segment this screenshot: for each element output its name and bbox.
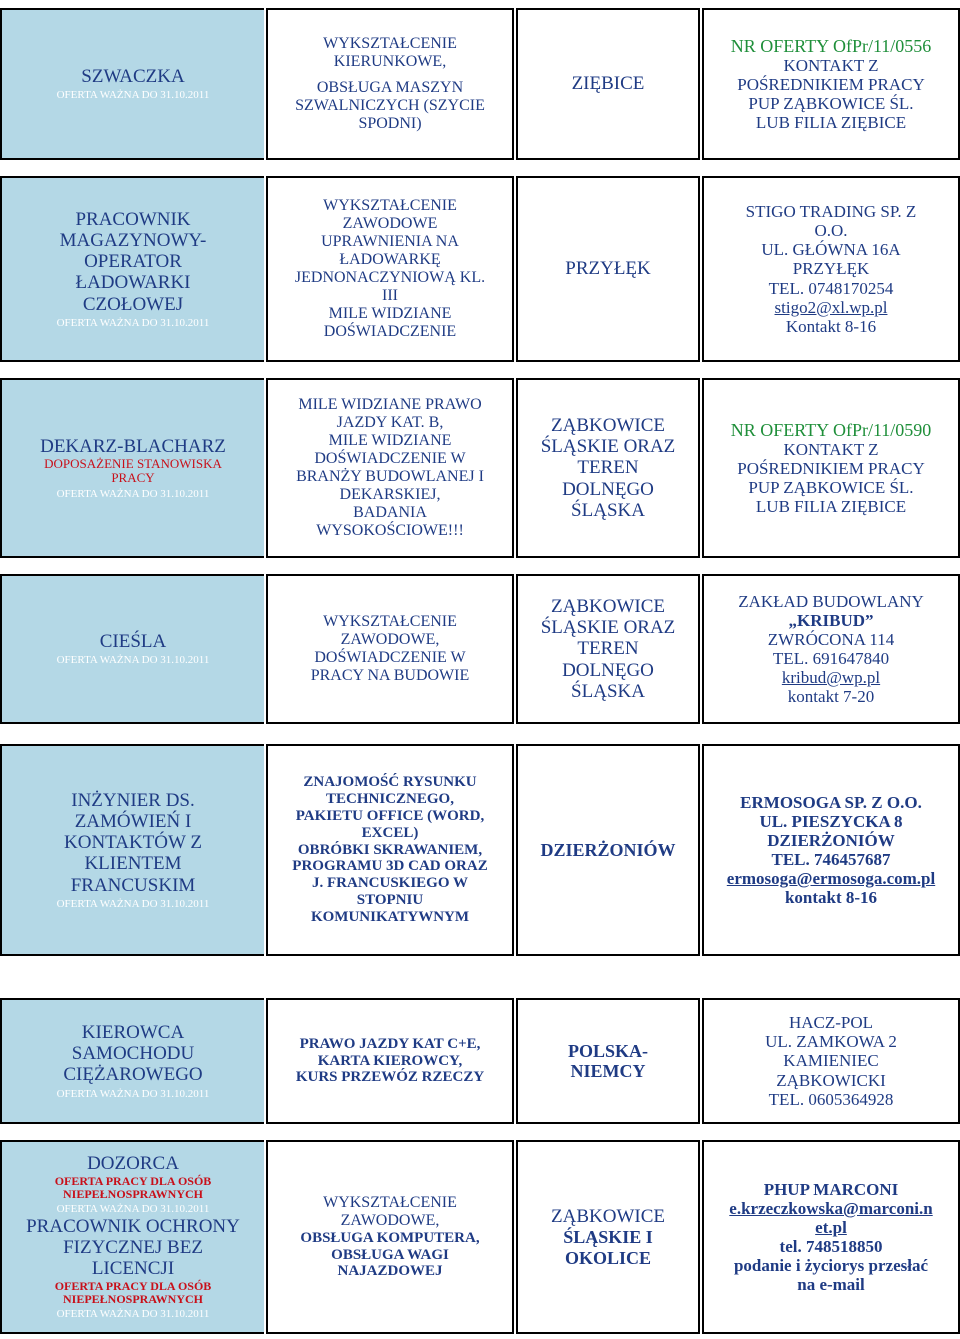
location-text: TEREN — [577, 638, 639, 660]
requirements-cell — [266, 998, 514, 1124]
valid-until: OFERTA WAŻNA DO 31.10.2011 — [56, 1308, 210, 1321]
table-row — [0, 1140, 960, 1334]
requirement-line: DOŚWIADCZENIE W — [314, 649, 466, 666]
requirement-line: STOPNIU — [356, 891, 424, 908]
requirement-line: WYSOKOŚCIOWE!!! — [316, 521, 464, 539]
location-text: DOLNĘGO — [562, 659, 654, 681]
requirement-line: WYKSZTAŁCENIE — [323, 35, 457, 53]
valid-until: OFERTA WAŻNA DO 31.10.2011 — [56, 654, 210, 667]
position-note: PRACY — [111, 470, 155, 486]
location-text: NIEMCY — [570, 1061, 646, 1081]
requirement-line: EXCEL) — [361, 824, 419, 841]
requirement-line: PAKIETU OFFICE (WORD, — [295, 808, 485, 824]
requirement-line: ZAWODOWE, — [340, 1211, 440, 1229]
requirement-line: TECHNICZNEGO, — [326, 791, 454, 808]
position-title: ZAMÓWIEŃ I — [74, 810, 192, 832]
requirement-line: OBSŁUGA MASZYN — [316, 79, 464, 97]
position-cell — [0, 998, 264, 1124]
table-row — [0, 998, 960, 1124]
contact-line: ZWRÓCONA 114 — [767, 629, 895, 649]
location-text: ZĄBKOWICE — [551, 1206, 665, 1228]
requirements-cell — [266, 744, 514, 956]
table-row — [0, 378, 960, 558]
requirement-line: OBSŁUGA KOMPUTERA, — [300, 1229, 480, 1246]
contact-line: HACZ-POL — [788, 1013, 874, 1033]
contact-cell — [702, 744, 960, 956]
contact-line: ZĄBKOWICKI — [776, 1070, 886, 1090]
location-text: ZĄBKOWICE — [551, 595, 665, 617]
requirement-line: WYKSZTAŁCENIE — [323, 1193, 457, 1211]
email-link[interactable]: et.pl — [815, 1217, 847, 1237]
position-title: CZOŁOWEJ — [82, 293, 184, 315]
requirement-line: PRACY NA BUDOWIE — [310, 666, 470, 684]
offer-number: NR OFERTY OfPr/11/0590 — [730, 419, 932, 440]
contact-line: PRZYŁĘK — [792, 259, 870, 279]
position-cell — [0, 574, 264, 724]
location-text: ŚLĄSKA — [571, 499, 645, 521]
contact-line: STIGO TRADING SP. Z — [745, 202, 917, 222]
location-cell — [516, 744, 700, 956]
location-cell — [516, 574, 700, 724]
location-text: DOLNĘGO — [562, 478, 654, 500]
position-note: OFERTA PRACY DLA OSÓB — [54, 1173, 212, 1188]
requirements-cell — [266, 8, 514, 160]
requirement-line: DEKARSKIEJ, — [339, 485, 441, 503]
position-title: FRANCUSKIM — [70, 874, 196, 896]
position-title: FIZYCZNEJ BEZ — [63, 1237, 203, 1258]
valid-until: OFERTA WAŻNA DO 31.10.2011 — [56, 317, 210, 329]
contact-line: UL. GŁÓWNA 16A — [761, 240, 901, 260]
requirements-cell — [266, 176, 514, 362]
requirement-line: KARTA KIEROWCY, — [317, 1052, 463, 1069]
contact-cell — [702, 176, 960, 362]
location-cell — [516, 8, 700, 160]
table-row — [0, 176, 960, 362]
contact-hours: Kontakt 8-16 — [785, 316, 877, 336]
contact-line: tel. 748518850 — [779, 1237, 883, 1256]
valid-until: OFERTA WAŻNA DO 31.10.2011 — [56, 1087, 210, 1100]
position-title: DEKARZ-BLACHARZ — [40, 435, 226, 457]
contact-line: „KRIBUD” — [788, 610, 874, 630]
table-row — [0, 574, 960, 724]
location-text: POLSKA- — [567, 1040, 648, 1061]
requirement-line: KOMUNIKATYWNYM — [310, 908, 470, 925]
location-text: PRZYŁĘK — [565, 258, 651, 280]
contact-cell — [702, 378, 960, 558]
requirement-line: KIERUNKOWE, — [333, 53, 447, 71]
requirement-line: ZAWODOWE, — [340, 631, 440, 649]
position-title: ŁADOWARKI — [75, 272, 191, 294]
contact-cell — [702, 574, 960, 724]
requirement-line: OBRÓBKI SKRAWANIEM, — [297, 841, 483, 858]
contact-line: DZIERŻONIÓW — [767, 830, 895, 850]
contact-line: TEL. 0605364928 — [768, 1089, 894, 1109]
position-title: SAMOCHODU — [71, 1043, 195, 1065]
position-title: PRACOWNIK OCHRONY — [26, 1215, 240, 1237]
contact-line: O.O. — [814, 221, 848, 241]
contact-line: TEL. 691647840 — [772, 649, 890, 668]
contact-line: UL. ZAMKOWA 2 — [765, 1032, 897, 1052]
requirement-line: NAJAZDOWEJ — [337, 1263, 443, 1280]
requirement-line: J. FRANCUSKIEGO W — [312, 875, 468, 892]
position-cell — [0, 1140, 264, 1334]
requirement-line: BADANIA — [353, 503, 427, 521]
email-link[interactable]: kribud@wp.pl — [781, 668, 881, 688]
contact-hours: kontakt 8-16 — [784, 888, 878, 908]
contact-line: KONTAKT Z — [783, 440, 879, 460]
contact-cell — [702, 998, 960, 1124]
location-cell — [516, 998, 700, 1124]
contact-line: ZAKŁAD BUDOWLANY — [738, 591, 924, 611]
requirement-line: UPRAWNIENIA NA — [321, 233, 459, 251]
contact-line: podanie i życiorys przesłać — [733, 1256, 929, 1276]
contact-cell — [702, 8, 960, 160]
contact-cell — [702, 1140, 960, 1334]
position-title: INŻYNIER DS. — [71, 789, 195, 811]
email-link[interactable]: e.krzeczkowska@marconi.n — [729, 1198, 933, 1218]
position-title: DOZORCA — [87, 1153, 179, 1175]
requirement-line: JAZDY KAT. B, — [336, 414, 444, 432]
requirement-line: WYKSZTAŁCENIE — [323, 613, 457, 631]
requirements-cell — [266, 378, 514, 558]
email-link[interactable]: ermosoga@ermosoga.com.pl — [726, 869, 936, 889]
contact-line: TEL. 0748170254 — [768, 278, 894, 298]
contact-line: POŚREDNIKIEM PRACY — [737, 459, 925, 479]
location-text: OKOLICE — [564, 1247, 652, 1268]
requirement-line: KURS PRZEWÓZ RZECZY — [295, 1069, 485, 1086]
requirement-line: BRANŻY BUDOWLANEJ I — [296, 468, 484, 485]
position-cell — [0, 744, 264, 956]
position-cell — [0, 8, 264, 160]
contact-line: LUB FILIA ZIĘBICE — [755, 497, 907, 517]
contact-line: KAMIENIEC — [783, 1051, 879, 1071]
location-cell — [516, 378, 700, 558]
contact-line: PUP ZĄBKOWICE ŚL. — [748, 94, 914, 114]
position-title: LICENCJI — [91, 1258, 175, 1280]
position-title: PRACOWNIK — [75, 208, 191, 230]
contact-line: UL. PIESZYCKA 8 — [759, 811, 903, 831]
location-text: ŚLĄSKA — [571, 680, 645, 702]
contact-line: TEL. 746457687 — [771, 850, 891, 869]
table-row — [0, 8, 960, 160]
position-title: MAGAZYNOWY- — [59, 229, 207, 251]
valid-until: OFERTA WAŻNA DO 31.10.2011 — [56, 1203, 210, 1216]
requirement-line: ŁADOWARKĘ — [339, 251, 441, 269]
contact-line: na e-mail — [797, 1275, 865, 1295]
position-note: DOPOSAŻENIE STANOWISKA — [44, 455, 222, 471]
position-title: SZWACZKA — [81, 66, 185, 88]
requirement-line: III — [382, 286, 398, 304]
position-title: CIEŚLA — [99, 631, 167, 653]
requirement-line: JEDNONACZYNIOWĄ KL. — [294, 269, 486, 286]
valid-until: OFERTA WAŻNA DO 31.10.2011 — [56, 488, 210, 501]
requirement-line: DOŚWIADCZENIE — [323, 322, 457, 340]
position-title: KLIENTEM — [84, 853, 182, 875]
requirement-line: DOŚWIADCZENIE W — [314, 450, 466, 468]
contact-line: ERMOSOGA SP. Z O.O. — [740, 792, 922, 812]
valid-until: OFERTA WAŻNA DO 31.10.2011 — [56, 89, 210, 102]
location-cell — [516, 176, 700, 362]
contact-line: PHUP MARCONI — [763, 1179, 899, 1199]
contact-hours: kontakt 7-20 — [787, 687, 875, 707]
position-title: CIĘŻAROWEGO — [63, 1064, 203, 1086]
position-note: NIEPEŁNOSPRAWNYCH — [62, 1186, 203, 1201]
position-note: OFERTA PRACY DLA OSÓB — [54, 1278, 212, 1293]
valid-until: OFERTA WAŻNA DO 31.10.2011 — [56, 898, 210, 910]
requirement-line: SZWALNICZYCH (SZYCIE — [295, 96, 485, 114]
requirement-line: ZNAJOMOŚĆ RYSUNKU — [303, 774, 477, 791]
requirements-cell — [266, 574, 514, 724]
requirement-line: MILE WIDZIANE — [328, 304, 452, 322]
location-text: TEREN — [577, 457, 639, 479]
requirement-line: WYKSZTAŁCENIE — [323, 197, 457, 215]
location-text: ZĄBKOWICE — [551, 414, 665, 436]
position-title: OPERATOR — [84, 251, 182, 273]
contact-line: KONTAKT Z — [783, 56, 879, 76]
requirement-line: MILE WIDZIANE — [328, 432, 452, 450]
requirements-cell — [266, 1140, 514, 1334]
contact-line: POŚREDNIKIEM PRACY — [737, 75, 925, 95]
contact-line: LUB FILIA ZIĘBICE — [755, 113, 907, 133]
position-cell — [0, 378, 264, 558]
contact-line: PUP ZĄBKOWICE ŚL. — [748, 478, 914, 498]
location-text: ŚLĄSKIE ORAZ — [540, 617, 676, 639]
table-row — [0, 744, 960, 956]
location-cell — [516, 1140, 700, 1334]
requirement-line: OBSŁUGA WAGI — [331, 1246, 449, 1263]
location-text: ŚLĄSKIE ORAZ — [540, 436, 676, 458]
location-text: ŚLĄSKIE I — [563, 1227, 653, 1248]
requirement-line: ZAWODOWE — [342, 215, 438, 233]
requirement-line: SPODNI) — [358, 114, 422, 132]
offer-number: NR OFERTY OfPr/11/0556 — [730, 35, 932, 56]
location-text: DZIERŻONIÓW — [540, 839, 676, 860]
position-title: KONTAKTÓW Z — [64, 832, 202, 854]
position-title: KIEROWCA — [81, 1021, 185, 1043]
requirement-line: PRAWO JAZDY KAT C+E, — [299, 1035, 481, 1052]
requirement-line: MILE WIDZIANE PRAWO — [298, 396, 482, 414]
location-text: ZIĘBICE — [571, 73, 645, 95]
position-note: NIEPEŁNOSPRAWNYCH — [62, 1291, 203, 1306]
requirement-line: PROGRAMU 3D CAD ORAZ — [292, 858, 488, 875]
position-cell — [0, 176, 264, 362]
email-link[interactable]: stigo2@xl.wp.pl — [774, 297, 888, 317]
